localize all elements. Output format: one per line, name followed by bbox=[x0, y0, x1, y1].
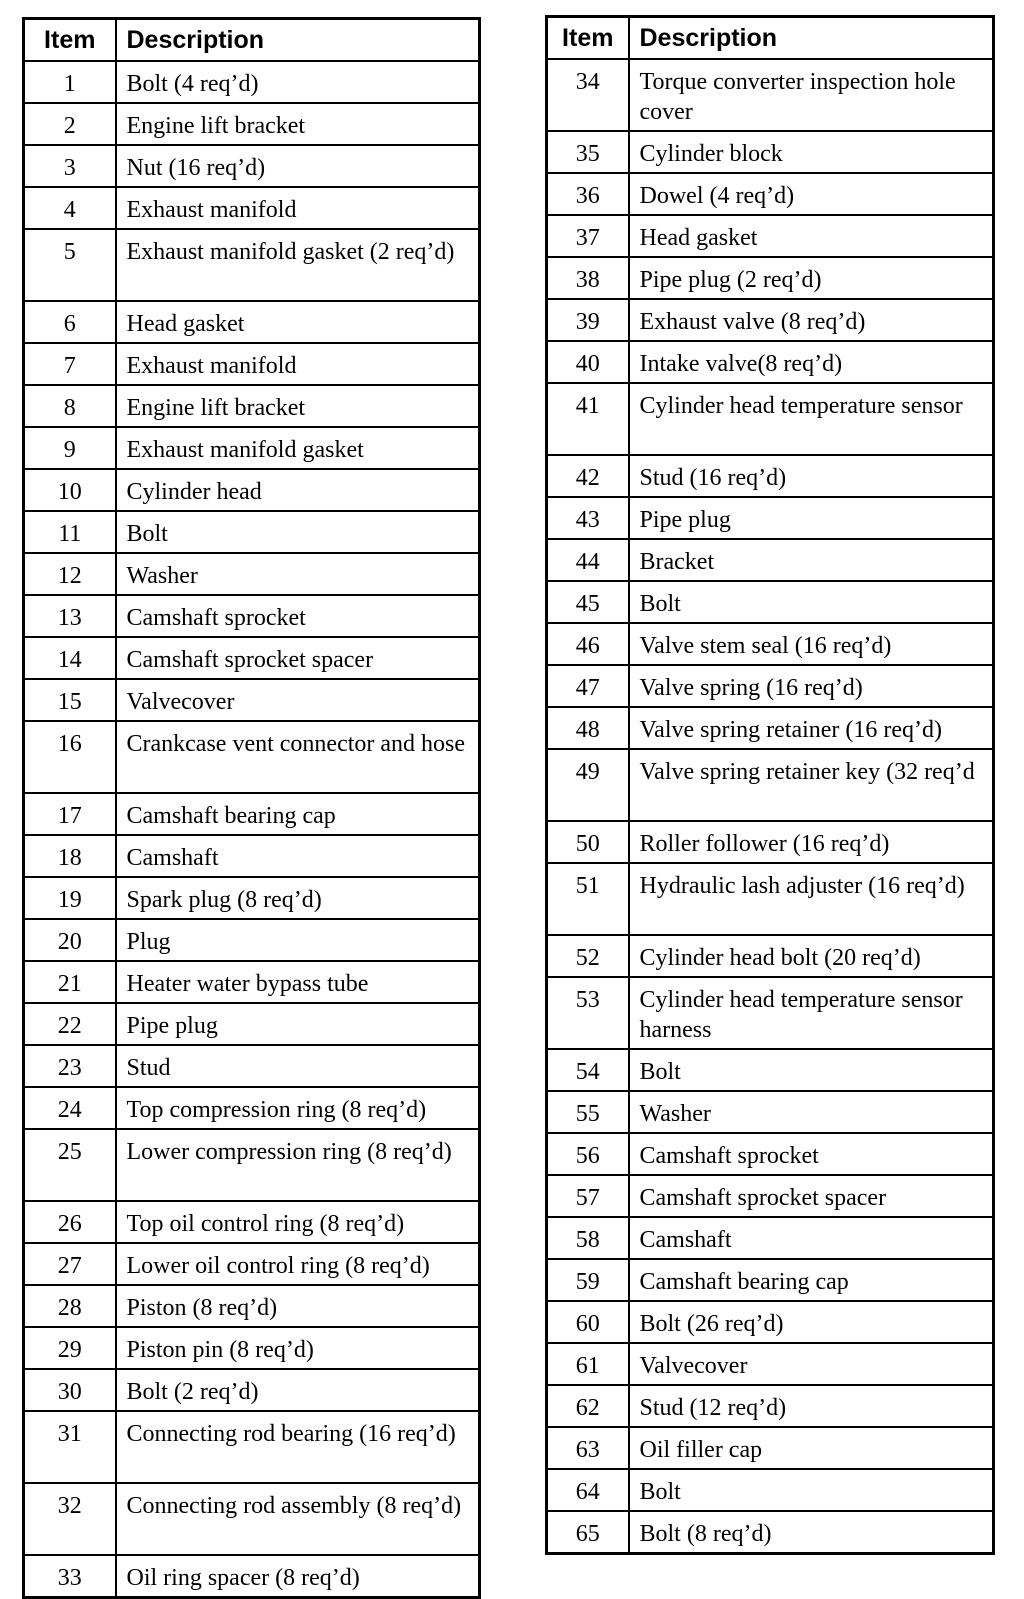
item-number: 49 bbox=[547, 749, 629, 821]
item-number: 20 bbox=[24, 919, 116, 961]
item-description: Valve spring retainer key (32 req’d bbox=[629, 749, 994, 821]
item-description: Camshaft bbox=[116, 835, 480, 877]
item-description: Pipe plug bbox=[116, 1003, 480, 1045]
item-description: Spark plug (8 req’d) bbox=[116, 877, 480, 919]
item-description: Stud (12 req’d) bbox=[629, 1385, 994, 1427]
table-row bbox=[547, 1259, 994, 1301]
table-row bbox=[24, 301, 480, 343]
item-number: 5 bbox=[24, 229, 116, 301]
table-row bbox=[547, 1175, 994, 1217]
table-row bbox=[547, 59, 994, 131]
table-row bbox=[547, 665, 994, 707]
item-description: Valvecover bbox=[116, 679, 480, 721]
item-description: Piston (8 req’d) bbox=[116, 1285, 480, 1327]
table-row bbox=[24, 145, 480, 187]
item-number: 17 bbox=[24, 793, 116, 835]
table-row bbox=[24, 229, 480, 301]
table-row bbox=[547, 1217, 994, 1259]
item-description: Hydraulic lash adjuster (16 req’d) bbox=[629, 863, 994, 935]
item-number: 37 bbox=[547, 215, 629, 257]
item-description: Bolt (4 req’d) bbox=[116, 61, 480, 103]
item-number: 29 bbox=[24, 1327, 116, 1369]
table-row bbox=[547, 1091, 994, 1133]
parts-table-left bbox=[22, 17, 481, 1599]
table-row bbox=[24, 721, 480, 793]
item-number: 52 bbox=[547, 935, 629, 977]
item-description: Valve spring (16 req’d) bbox=[629, 665, 994, 707]
item-description: Camshaft bbox=[629, 1217, 994, 1259]
table-row bbox=[547, 1511, 994, 1554]
item-description: Cylinder head bbox=[116, 469, 480, 511]
item-number: 12 bbox=[24, 553, 116, 595]
table-row bbox=[24, 103, 480, 145]
item-number: 58 bbox=[547, 1217, 629, 1259]
item-number: 45 bbox=[547, 581, 629, 623]
item-number: 56 bbox=[547, 1133, 629, 1175]
item-description: Bolt bbox=[629, 1469, 994, 1511]
table-row bbox=[547, 863, 994, 935]
item-description: Pipe plug bbox=[629, 497, 994, 539]
item-number: 26 bbox=[24, 1201, 116, 1243]
table-row bbox=[547, 383, 994, 455]
table-row bbox=[24, 835, 480, 877]
table-row bbox=[547, 1301, 994, 1343]
item-description: Pipe plug (2 req’d) bbox=[629, 257, 994, 299]
table-row bbox=[24, 1045, 480, 1087]
item-description: Exhaust manifold gasket (2 req’d) bbox=[116, 229, 480, 301]
table-row bbox=[24, 1327, 480, 1369]
parts-table-right bbox=[545, 15, 995, 1555]
table-row bbox=[547, 455, 994, 497]
item-number: 35 bbox=[547, 131, 629, 173]
table-row bbox=[547, 821, 994, 863]
item-number: 11 bbox=[24, 511, 116, 553]
table-row bbox=[24, 877, 480, 919]
item-description: Piston pin (8 req’d) bbox=[116, 1327, 480, 1369]
item-number: 34 bbox=[547, 59, 629, 131]
item-number: 28 bbox=[24, 1285, 116, 1327]
item-number: 61 bbox=[547, 1343, 629, 1385]
item-number: 22 bbox=[24, 1003, 116, 1045]
item-number: 48 bbox=[547, 707, 629, 749]
item-description: Intake valve(8 req’d) bbox=[629, 341, 994, 383]
item-description: Cylinder block bbox=[629, 131, 994, 173]
description-column-header: Description bbox=[116, 19, 480, 62]
table-row bbox=[547, 1049, 994, 1091]
item-number: 42 bbox=[547, 455, 629, 497]
table-row bbox=[547, 1133, 994, 1175]
table-row bbox=[547, 1469, 994, 1511]
item-number: 60 bbox=[547, 1301, 629, 1343]
item-number: 55 bbox=[547, 1091, 629, 1133]
item-description: Cylinder head temperature sensor bbox=[629, 383, 994, 455]
item-number: 8 bbox=[24, 385, 116, 427]
table-row bbox=[24, 1129, 480, 1201]
table-row bbox=[24, 1555, 480, 1598]
item-description: Cylinder head bolt (20 req’d) bbox=[629, 935, 994, 977]
table-row bbox=[547, 257, 994, 299]
item-description: Engine lift bracket bbox=[116, 103, 480, 145]
item-description: Bolt bbox=[629, 581, 994, 623]
item-number: 31 bbox=[24, 1411, 116, 1483]
item-description: Nut (16 req’d) bbox=[116, 145, 480, 187]
table-row bbox=[24, 595, 480, 637]
item-number: 7 bbox=[24, 343, 116, 385]
item-description: Camshaft bearing cap bbox=[116, 793, 480, 835]
item-number: 38 bbox=[547, 257, 629, 299]
item-number: 3 bbox=[24, 145, 116, 187]
table-row bbox=[547, 131, 994, 173]
item-description: Washer bbox=[629, 1091, 994, 1133]
item-description: Engine lift bracket bbox=[116, 385, 480, 427]
item-number: 36 bbox=[547, 173, 629, 215]
item-description: Bolt (26 req’d) bbox=[629, 1301, 994, 1343]
item-number: 46 bbox=[547, 623, 629, 665]
table-row bbox=[24, 1243, 480, 1285]
item-number: 4 bbox=[24, 187, 116, 229]
item-number: 15 bbox=[24, 679, 116, 721]
item-description: Oil filler cap bbox=[629, 1427, 994, 1469]
item-description: Oil ring spacer (8 req’d) bbox=[116, 1555, 480, 1598]
table-row bbox=[24, 1411, 480, 1483]
item-number: 47 bbox=[547, 665, 629, 707]
item-column-header: Item bbox=[24, 19, 116, 62]
description-column-header: Description bbox=[629, 17, 994, 60]
item-number: 2 bbox=[24, 103, 116, 145]
item-description: Bracket bbox=[629, 539, 994, 581]
item-number: 18 bbox=[24, 835, 116, 877]
item-description: Heater water bypass tube bbox=[116, 961, 480, 1003]
item-description: Connecting rod assembly (8 req’d) bbox=[116, 1483, 480, 1555]
item-description: Bolt (8 req’d) bbox=[629, 1511, 994, 1554]
item-description: Camshaft sprocket bbox=[629, 1133, 994, 1175]
item-description: Head gasket bbox=[116, 301, 480, 343]
item-number: 30 bbox=[24, 1369, 116, 1411]
item-description: Bolt bbox=[116, 511, 480, 553]
item-description: Head gasket bbox=[629, 215, 994, 257]
item-description: Valve spring retainer (16 req’d) bbox=[629, 707, 994, 749]
item-description: Roller follower (16 req’d) bbox=[629, 821, 994, 863]
item-description: Camshaft sprocket spacer bbox=[629, 1175, 994, 1217]
item-description: Valvecover bbox=[629, 1343, 994, 1385]
item-description: Exhaust manifold bbox=[116, 343, 480, 385]
table-row bbox=[24, 61, 480, 103]
table-row bbox=[547, 707, 994, 749]
table-row bbox=[24, 343, 480, 385]
item-number: 59 bbox=[547, 1259, 629, 1301]
item-description: Stud bbox=[116, 1045, 480, 1087]
table-row bbox=[547, 299, 994, 341]
table-row bbox=[547, 935, 994, 977]
item-description: Camshaft bearing cap bbox=[629, 1259, 994, 1301]
item-description: Lower oil control ring (8 req’d) bbox=[116, 1243, 480, 1285]
table-row bbox=[24, 679, 480, 721]
item-number: 43 bbox=[547, 497, 629, 539]
item-description: Stud (16 req’d) bbox=[629, 455, 994, 497]
table-row bbox=[24, 919, 480, 961]
item-number: 27 bbox=[24, 1243, 116, 1285]
table-row bbox=[547, 749, 994, 821]
item-number: 57 bbox=[547, 1175, 629, 1217]
item-number: 53 bbox=[547, 977, 629, 1049]
item-number: 6 bbox=[24, 301, 116, 343]
table-row bbox=[24, 1483, 480, 1555]
table-row bbox=[24, 1201, 480, 1243]
item-number: 39 bbox=[547, 299, 629, 341]
item-number: 16 bbox=[24, 721, 116, 793]
table-row bbox=[24, 1003, 480, 1045]
item-description: Connecting rod bearing (16 req’d) bbox=[116, 1411, 480, 1483]
item-description: Exhaust manifold bbox=[116, 187, 480, 229]
table-row bbox=[547, 623, 994, 665]
item-number: 24 bbox=[24, 1087, 116, 1129]
item-description: Exhaust valve (8 req’d) bbox=[629, 299, 994, 341]
item-number: 1 bbox=[24, 61, 116, 103]
item-number: 51 bbox=[547, 863, 629, 935]
table-row bbox=[547, 1343, 994, 1385]
table-row bbox=[24, 469, 480, 511]
table-row bbox=[24, 1369, 480, 1411]
item-number: 13 bbox=[24, 595, 116, 637]
item-number: 19 bbox=[24, 877, 116, 919]
item-number: 32 bbox=[24, 1483, 116, 1555]
header-row bbox=[547, 17, 994, 60]
item-number: 10 bbox=[24, 469, 116, 511]
table-row bbox=[24, 427, 480, 469]
item-description: Top compression ring (8 req’d) bbox=[116, 1087, 480, 1129]
item-description: Lower compression ring (8 req’d) bbox=[116, 1129, 480, 1201]
table-row bbox=[547, 581, 994, 623]
table-row bbox=[24, 1285, 480, 1327]
table-row bbox=[547, 1385, 994, 1427]
item-number: 23 bbox=[24, 1045, 116, 1087]
table-row bbox=[547, 173, 994, 215]
item-number: 50 bbox=[547, 821, 629, 863]
item-description: Valve stem seal (16 req’d) bbox=[629, 623, 994, 665]
item-description: Cylinder head temperature sensor harness bbox=[629, 977, 994, 1049]
table-row bbox=[24, 553, 480, 595]
item-number: 62 bbox=[547, 1385, 629, 1427]
table-row bbox=[24, 793, 480, 835]
table-row bbox=[547, 497, 994, 539]
item-description: Torque converter inspection hole cover bbox=[629, 59, 994, 131]
table-row bbox=[24, 385, 480, 427]
table-row bbox=[547, 539, 994, 581]
item-description: Bolt (2 req’d) bbox=[116, 1369, 480, 1411]
table-row bbox=[24, 187, 480, 229]
item-description: Camshaft sprocket spacer bbox=[116, 637, 480, 679]
table-row bbox=[24, 1087, 480, 1129]
item-description: Plug bbox=[116, 919, 480, 961]
item-description: Bolt bbox=[629, 1049, 994, 1091]
table-row bbox=[24, 637, 480, 679]
item-number: 14 bbox=[24, 637, 116, 679]
table-row bbox=[547, 341, 994, 383]
item-number: 44 bbox=[547, 539, 629, 581]
item-number: 65 bbox=[547, 1511, 629, 1554]
table-row bbox=[547, 1427, 994, 1469]
item-number: 33 bbox=[24, 1555, 116, 1598]
item-number: 64 bbox=[547, 1469, 629, 1511]
item-description: Top oil control ring (8 req’d) bbox=[116, 1201, 480, 1243]
item-description: Washer bbox=[116, 553, 480, 595]
item-description: Dowel (4 req’d) bbox=[629, 173, 994, 215]
item-number: 63 bbox=[547, 1427, 629, 1469]
header-row bbox=[24, 19, 480, 62]
table-row bbox=[547, 215, 994, 257]
item-description: Exhaust manifold gasket bbox=[116, 427, 480, 469]
item-column-header: Item bbox=[547, 17, 629, 60]
item-number: 25 bbox=[24, 1129, 116, 1201]
table-row bbox=[547, 977, 994, 1049]
table-row bbox=[24, 961, 480, 1003]
item-number: 9 bbox=[24, 427, 116, 469]
item-number: 54 bbox=[547, 1049, 629, 1091]
item-number: 41 bbox=[547, 383, 629, 455]
item-description: Camshaft sprocket bbox=[116, 595, 480, 637]
item-description: Crankcase vent connector and hose bbox=[116, 721, 480, 793]
table-row bbox=[24, 511, 480, 553]
item-number: 21 bbox=[24, 961, 116, 1003]
item-number: 40 bbox=[547, 341, 629, 383]
